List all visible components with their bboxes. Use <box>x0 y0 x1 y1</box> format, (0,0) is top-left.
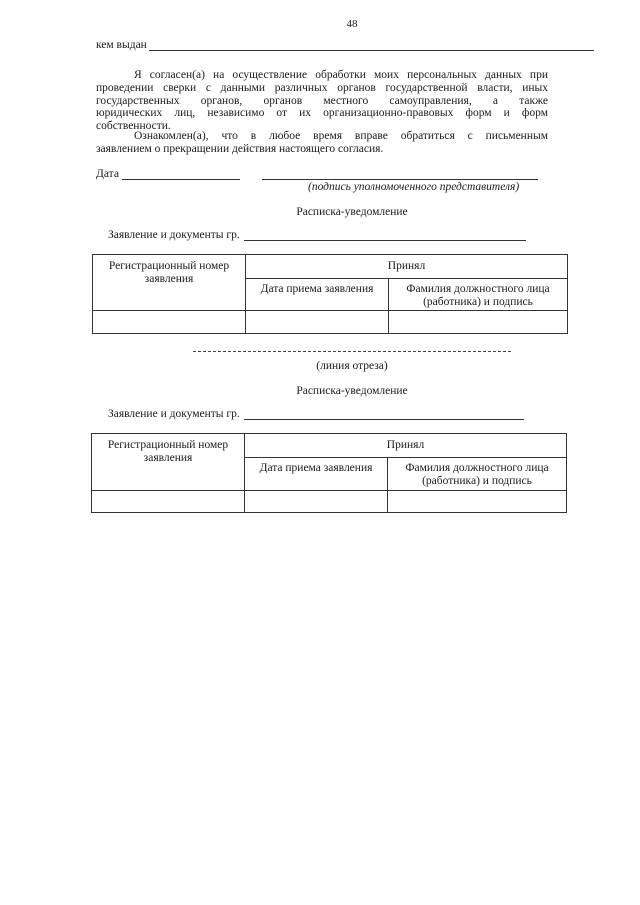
page-number: 48 <box>346 18 358 30</box>
reg-number-cell[interactable] <box>93 311 246 334</box>
official-header: Фамилия должностного лица (работника) и подпись <box>388 458 567 491</box>
informed-line: заявлением о прекращении действия настоящего согласия. <box>96 142 384 155</box>
informed-line: Ознакомлен(а), что в любое время вправе обратиться с письменным <box>134 130 548 142</box>
official-header: Фамилия должностного лица (работника) и подпись <box>389 279 568 311</box>
receipt-title: Расписка-уведомление <box>296 385 408 397</box>
date-label: Дата <box>96 168 119 180</box>
citizen-name-line[interactable] <box>244 230 526 241</box>
cut-line <box>193 351 511 352</box>
receipt-table <box>92 254 568 334</box>
date-header: Дата приема заявления <box>246 279 389 311</box>
accepted-header: Принял <box>245 434 567 458</box>
receipt-table <box>91 433 567 513</box>
date-line[interactable] <box>122 169 240 180</box>
reg-number-cell[interactable] <box>92 491 245 513</box>
consent-line: государственных органов, органов местного самоуправления, а также <box>96 94 548 107</box>
docs-row <box>108 229 526 241</box>
citizen-name-line[interactable] <box>244 409 524 420</box>
consent-line: собственности. <box>96 120 171 133</box>
consent-paragraph <box>96 69 548 133</box>
consent-line: Я согласен(а) на осуществление обработки моих персональных данных при <box>134 69 548 81</box>
consent-line: юридических лиц, независимо от их организационно-правовых форм и форм <box>96 107 548 120</box>
date-cell[interactable] <box>245 491 388 513</box>
cut-line-label: (линия отреза) <box>316 360 388 372</box>
informed-paragraph <box>96 130 548 156</box>
accepted-header: Принял <box>246 255 568 279</box>
docs-row <box>108 408 524 420</box>
issued-by-row <box>96 39 594 51</box>
date-row <box>96 168 240 180</box>
issued-by-label: кем выдан <box>96 39 147 51</box>
signature-line[interactable] <box>262 179 538 180</box>
docs-label: Заявление и документы гр. <box>108 229 240 241</box>
issued-by-line[interactable] <box>149 40 594 51</box>
reg-number-header: Регистрационный номер заявления <box>92 434 245 491</box>
official-cell[interactable] <box>388 491 567 513</box>
date-header: Дата приема заявления <box>245 458 388 491</box>
signature-caption: (подпись уполномоченного представителя) <box>308 181 520 193</box>
consent-line: проведении сверки с данными различных органов государственной власти, иных <box>96 81 548 94</box>
reg-number-header: Регистрационный номер заявления <box>93 255 246 311</box>
docs-label: Заявление и документы гр. <box>108 408 240 420</box>
date-cell[interactable] <box>246 311 389 334</box>
receipt-title: Расписка-уведомление <box>296 206 408 218</box>
official-cell[interactable] <box>389 311 568 334</box>
